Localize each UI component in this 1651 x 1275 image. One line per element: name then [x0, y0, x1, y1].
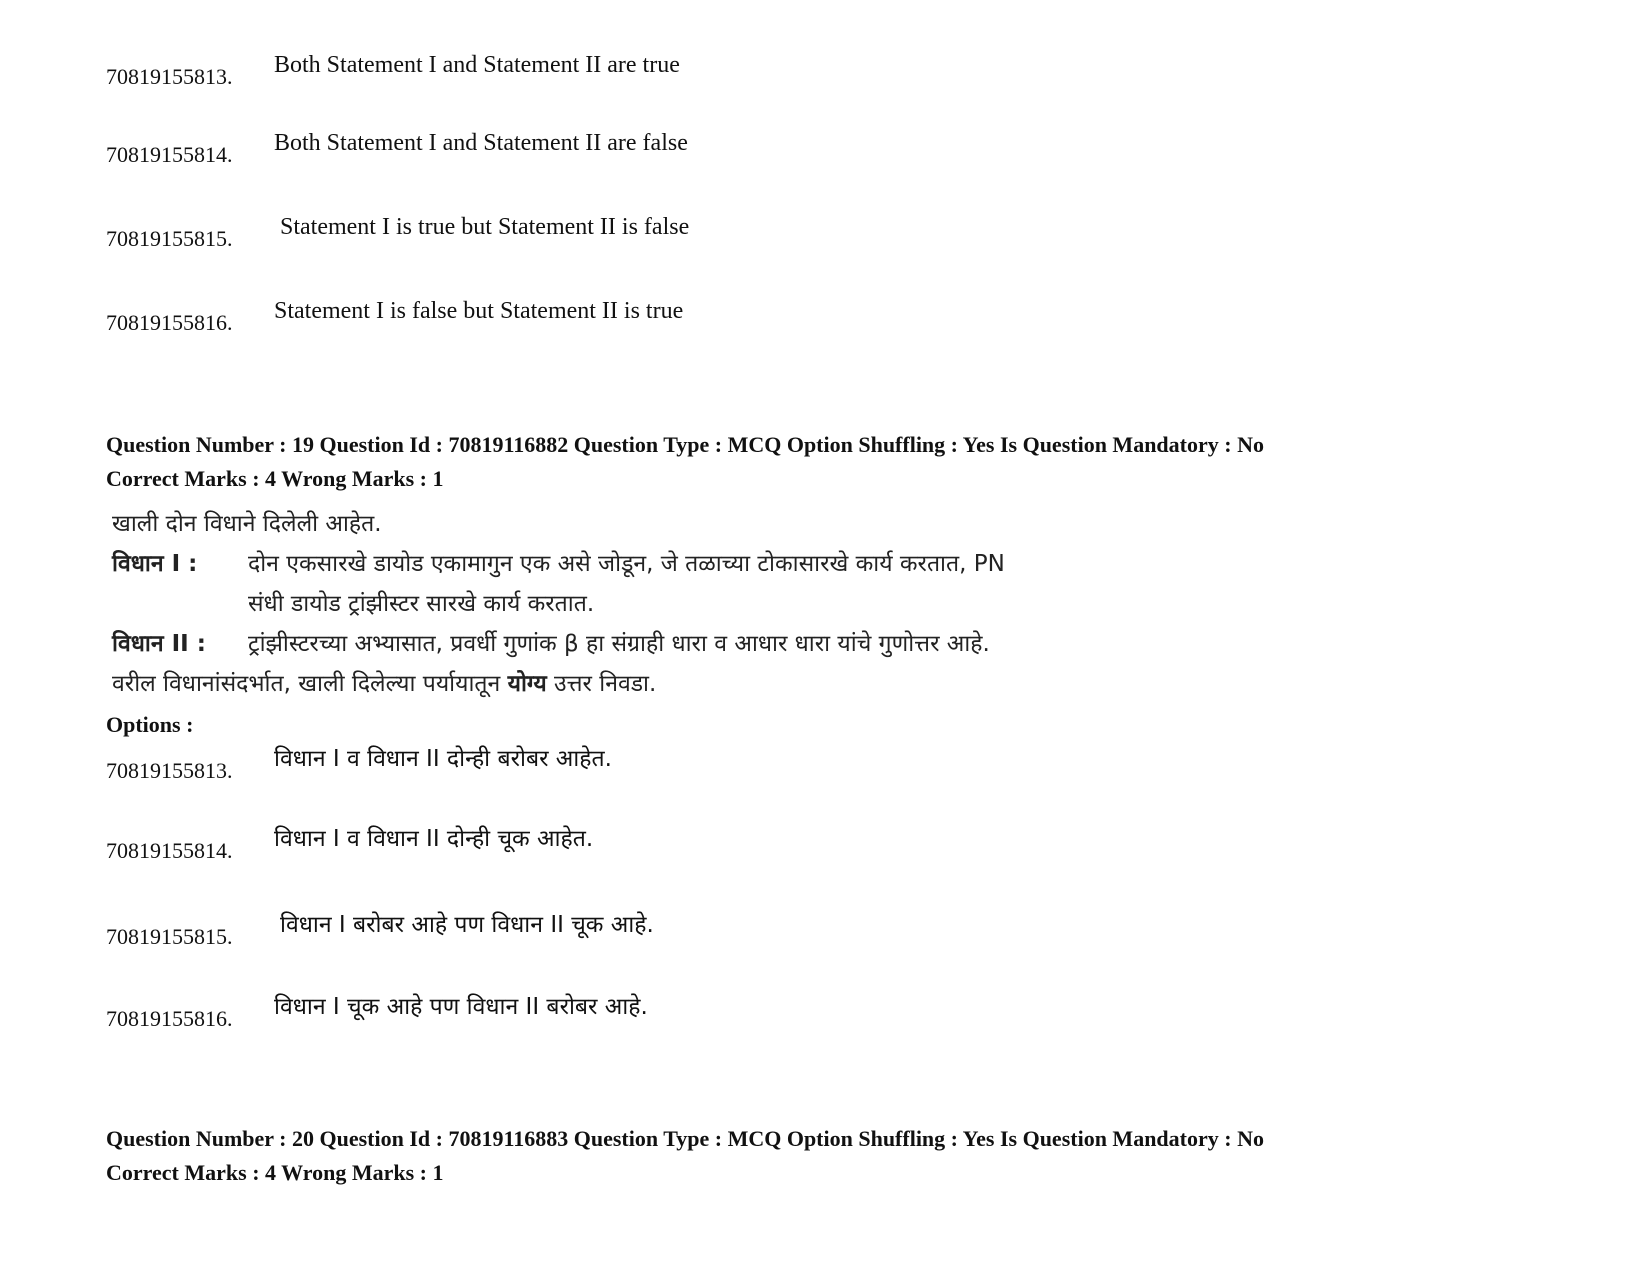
option-row [106, 826, 594, 864]
question-intro: खाली दोन विधाने दिलेली आहेत. [112, 511, 382, 537]
option-id: 70819155816. [106, 1006, 233, 1031]
instruction-bold: योग्य [507, 671, 547, 697]
option-id: 70819155815. [106, 226, 233, 251]
question-meta-line: Question Number : 19 Question Id : 70819116882 Question Type : MCQ Option Shuffling : Yes Is Question Mandatory : No [106, 432, 1264, 457]
instruction [112, 666, 656, 698]
option-text: Both Statement I and Statement II are false [274, 130, 688, 156]
statement-1-label: विधान I : [112, 551, 198, 577]
option-id: 70819155815. [106, 924, 233, 949]
option-row [106, 994, 648, 1032]
option-row [106, 298, 684, 336]
option-row [106, 746, 612, 784]
option-text: Both Statement I and Statement II are true [274, 52, 680, 78]
instruction-post: उत्तर निवडा. [554, 671, 657, 697]
statement-1-continuation: संधी डायोड ट्रांझीस्टर सारखे कार्य करतात. [248, 591, 595, 617]
option-id: 70819155814. [106, 838, 233, 863]
option-row [106, 130, 688, 168]
instruction-pre: वरील विधानांसंदर्भात, खाली दिलेल्या पर्यायातून [112, 671, 501, 697]
statement-1 [112, 546, 1005, 578]
option-text: विधान I बरोबर आहे पण विधान II चूक आहे. [280, 912, 654, 938]
options-label: Options : [106, 712, 194, 737]
option-row [106, 912, 654, 950]
question-20-header [106, 1122, 1264, 1190]
option-row [106, 52, 680, 90]
statement-2 [112, 626, 990, 658]
option-id: 70819155816. [106, 310, 233, 335]
question-meta-line: Question Number : 20 Question Id : 70819116883 Question Type : MCQ Option Shuffling : Yes Is Question Mandatory : No [106, 1126, 1264, 1151]
statement-1-text: दोन एकसारखे डायोड एकामागुन एक असे जोडून, जे तळाच्या टोकासारखे कार्य करतात, PN [248, 551, 1005, 577]
option-id: 70819155813. [106, 64, 233, 89]
option-text: Statement I is false but Statement II is true [274, 298, 684, 324]
option-id: 70819155814. [106, 142, 233, 167]
option-row [106, 214, 690, 252]
option-id: 70819155813. [106, 758, 233, 783]
question-19-header [106, 428, 1264, 496]
marks-line: Correct Marks : 4 Wrong Marks : 1 [106, 1160, 444, 1185]
statement-2-text: ट्रांझीस्टरच्या अभ्यासात, प्रवर्धी गुणांक β हा संग्राही धारा व आधार धारा यांचे गुणोत्तर आहे. [248, 631, 990, 657]
option-text: विधान I चूक आहे पण विधान II बरोबर आहे. [274, 994, 648, 1020]
option-text: विधान I व विधान II दोन्ही बरोबर आहेत. [274, 746, 612, 772]
statement-2-label: विधान II : [112, 631, 206, 657]
option-text: विधान I व विधान II दोन्ही चूक आहेत. [274, 826, 594, 852]
marks-line: Correct Marks : 4 Wrong Marks : 1 [106, 466, 444, 491]
option-text: Statement I is true but Statement II is false [280, 214, 690, 240]
